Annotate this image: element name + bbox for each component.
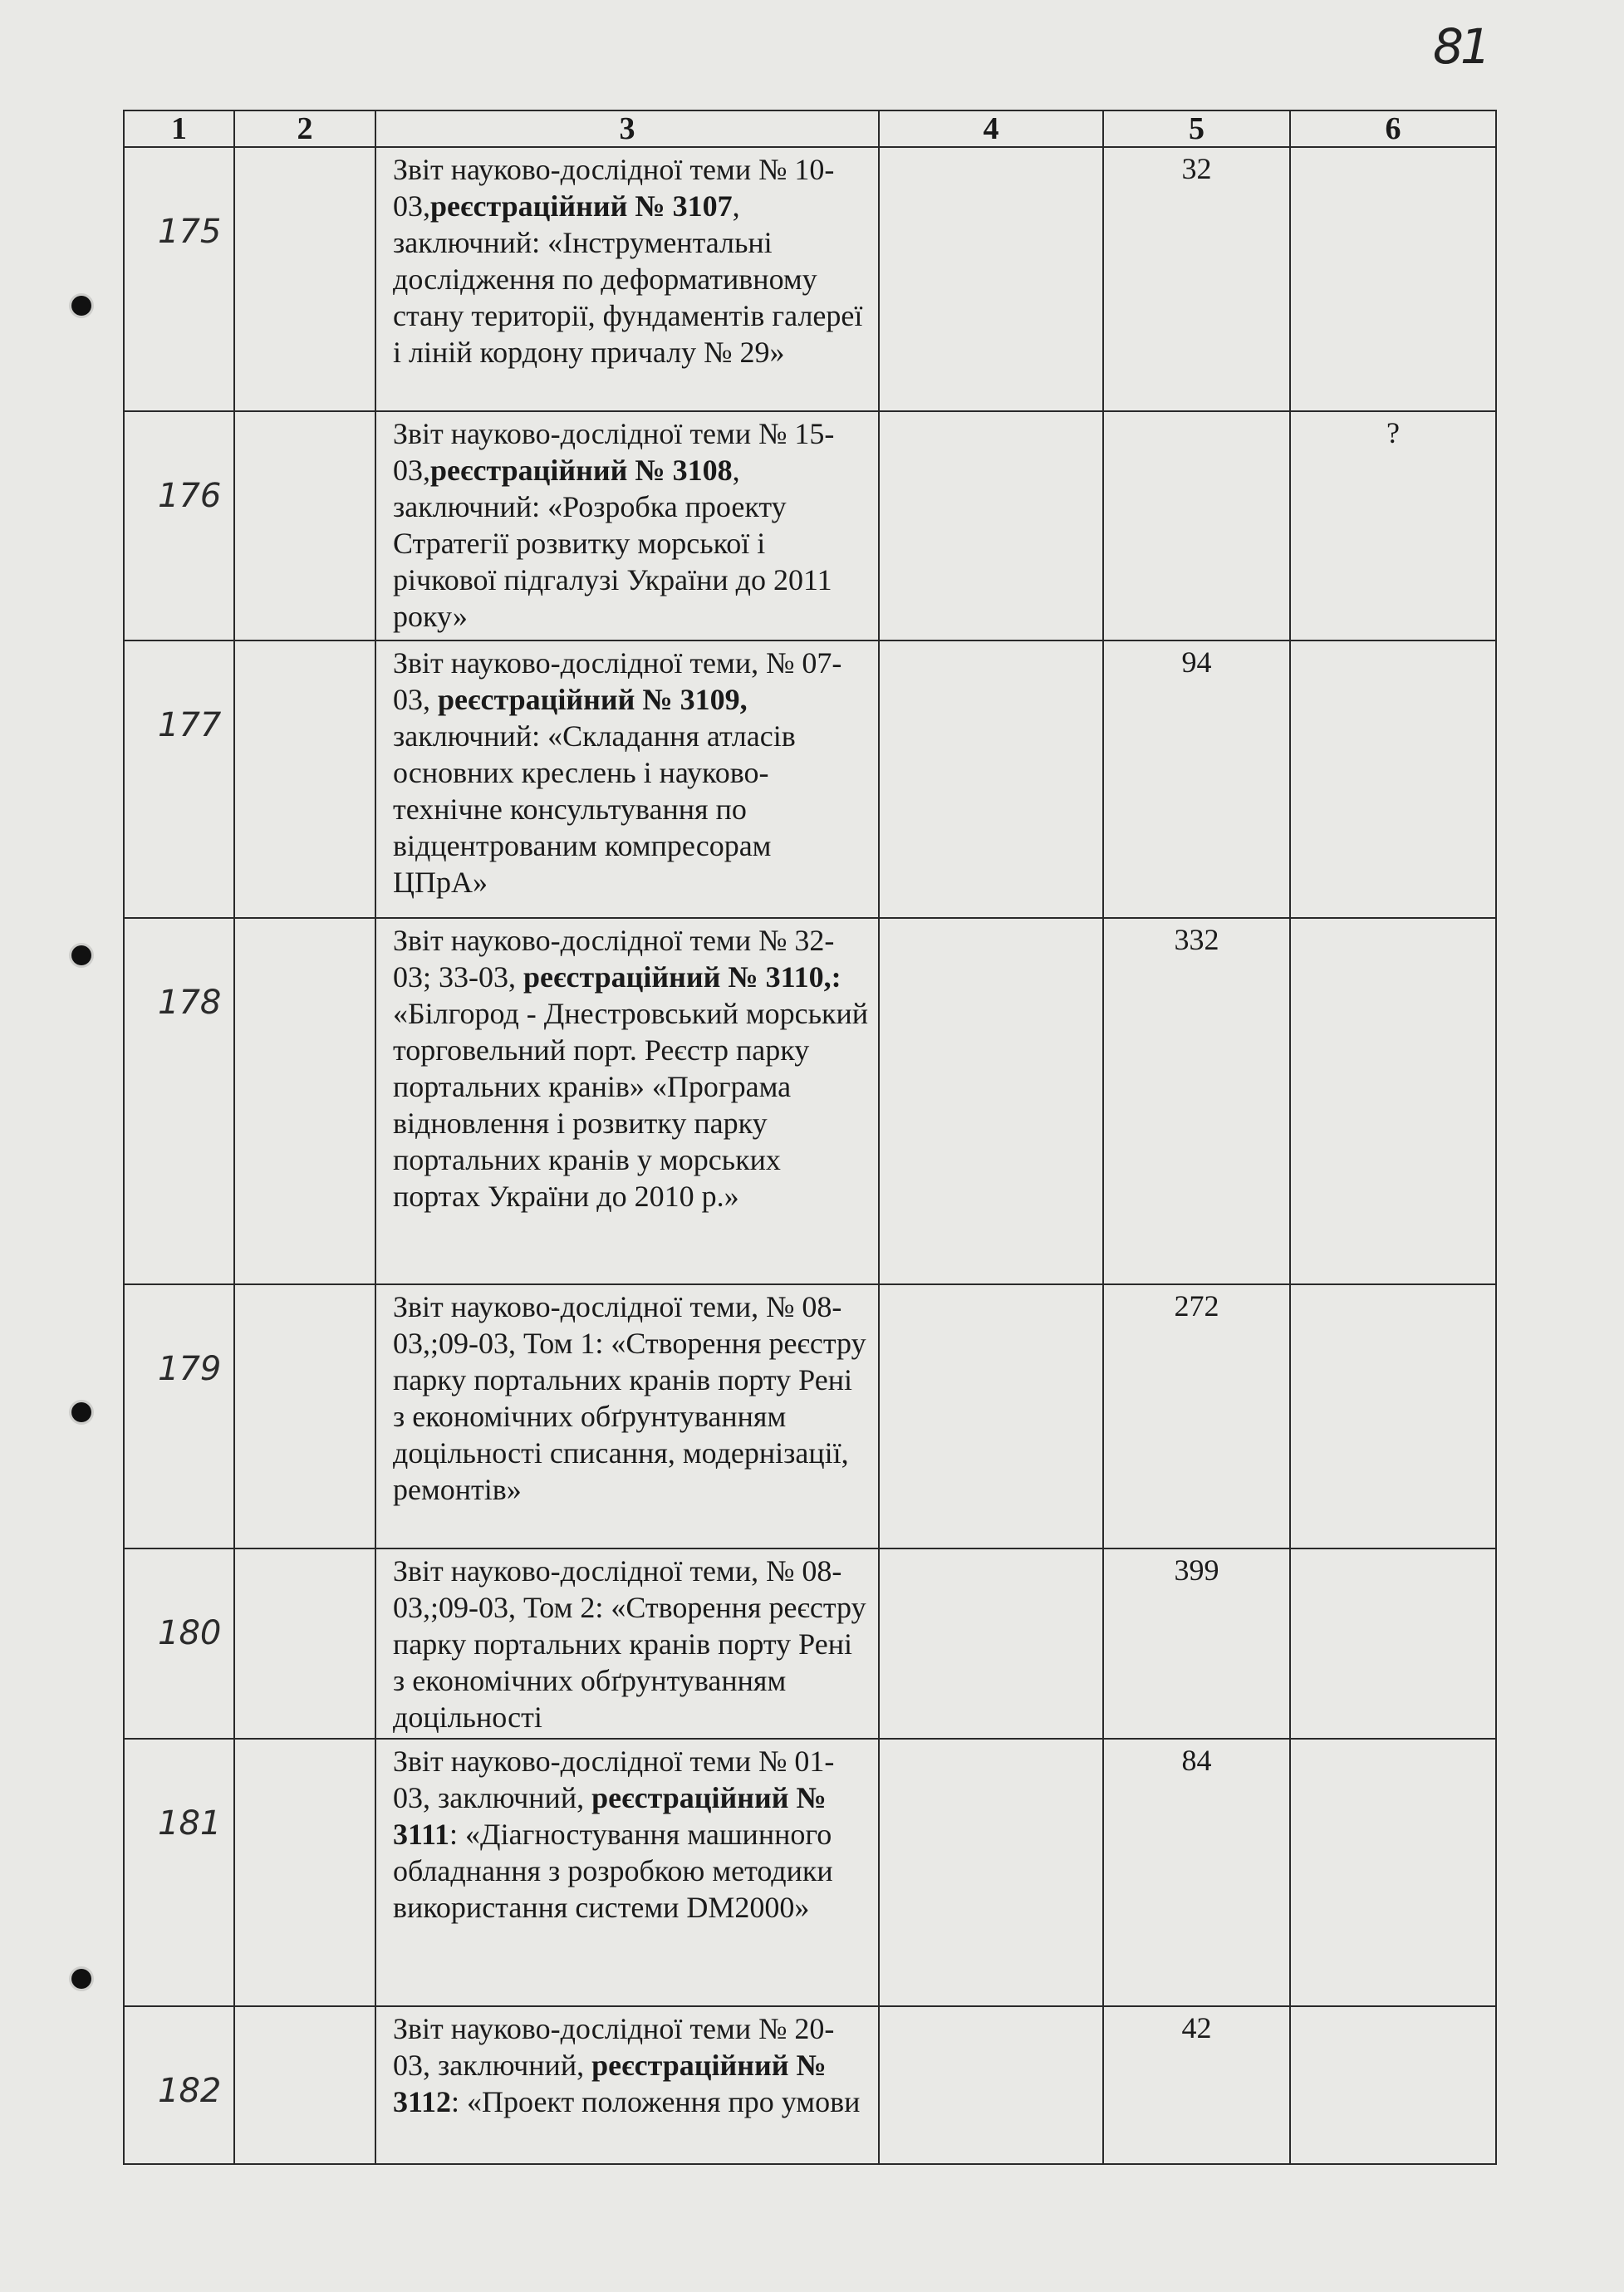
description-cell <box>375 147 879 411</box>
description-text: заключний: «Складання атласів основних креслень і науково-технічне консультування по відцентрованим компресорам ЦПрА» <box>393 719 796 899</box>
table-row <box>124 411 1496 640</box>
header-row <box>124 110 1496 147</box>
note-cell <box>1290 1739 1496 2006</box>
empty-cell <box>234 147 375 411</box>
table-row <box>124 1739 1496 2006</box>
description-cell <box>375 1739 879 2006</box>
row-number: 176 <box>124 411 234 640</box>
table-row <box>124 918 1496 1284</box>
note-cell <box>1290 1548 1496 1739</box>
table-row <box>124 147 1496 411</box>
column-header: 2 <box>234 110 375 147</box>
registration-number: реєстраційний № 3108 <box>430 454 733 487</box>
row-number: 179 <box>124 1284 234 1548</box>
description-text: Звіт науково-дослідної теми № 15-03, <box>393 417 835 487</box>
description-text: Звіт науково-дослідної теми, № 07-03, <box>393 646 842 716</box>
description-text: : «Проект положення про умови <box>451 2085 861 2118</box>
column-header: 6 <box>1290 110 1496 147</box>
description-text: Звіт науково-дослідної теми № 20-03, заключний, <box>393 2012 835 2082</box>
page-count: 32 <box>1103 147 1290 411</box>
registration-number: реєстраційний № 3111 <box>393 1781 827 1851</box>
column-header: 4 <box>879 110 1103 147</box>
description-text: : «Діагностування машинного обладнання з розробкою методики використання системи DM2000» <box>393 1818 833 1924</box>
page-count: 272 <box>1103 1284 1290 1548</box>
table-row <box>124 1548 1496 1739</box>
note-cell: ? <box>1290 411 1496 640</box>
note-cell <box>1290 147 1496 411</box>
row-number: 178 <box>124 918 234 1284</box>
page-count: 94 <box>1103 640 1290 918</box>
column-header: 1 <box>124 110 234 147</box>
register-table <box>123 110 1497 2165</box>
empty-cell <box>879 411 1103 640</box>
empty-cell <box>234 918 375 1284</box>
binder-hole <box>71 1402 91 1422</box>
registration-number: реєстраційний № 3110,: <box>523 960 841 994</box>
empty-cell <box>234 2006 375 2164</box>
description-text: Звіт науково-дослідної теми, № 08-03,;09-03, Том 1: «Створення реєстру парку портальних кранів порту Рені з економічних обґрунтуванням доцільності списання, модернізації, ремонтів» <box>393 1290 866 1506</box>
registration-number: реєстраційний № 3107 <box>430 189 733 223</box>
row-number: 177 <box>124 640 234 918</box>
column-header: 5 <box>1103 110 1290 147</box>
description-text: , заключний: «Розробка проекту Стратегії розвитку морської і річкової підгалузі України до 2011 року» <box>393 454 832 633</box>
description-text: «Білгород - Днестровський морський торговельний порт. Реєстр парку портальних кранів» «Програма відновлення і розвитку парку портальних кранів у морських портах України до 2010 р.» <box>393 997 869 1213</box>
description-cell <box>375 918 879 1284</box>
row-number: 181 <box>124 1739 234 2006</box>
registration-number: реєстраційний № 3112 <box>393 2049 827 2118</box>
page-count: 84 <box>1103 1739 1290 2006</box>
note-cell <box>1290 1284 1496 1548</box>
binder-hole <box>71 945 91 965</box>
page-count: 332 <box>1103 918 1290 1284</box>
page-count <box>1103 411 1290 640</box>
row-number: 175 <box>124 147 234 411</box>
empty-cell <box>879 1548 1103 1739</box>
description-text: , заключний: «Інструментальні дослідження по деформативному стану території, фундаментів галереї і ліній кордону причалу № 29» <box>393 189 863 369</box>
table-row <box>124 2006 1496 2164</box>
description-cell <box>375 1284 879 1548</box>
description-text: Звіт науково-дослідної теми № 32-03; 33-03, <box>393 924 835 994</box>
empty-cell <box>234 1548 375 1739</box>
empty-cell <box>879 1739 1103 2006</box>
page-count: 42 <box>1103 2006 1290 2164</box>
description-cell <box>375 411 879 640</box>
empty-cell <box>879 1284 1103 1548</box>
column-header: 3 <box>375 110 879 147</box>
description-text: Звіт науково-дослідної теми № 10-03, <box>393 153 835 223</box>
table-row <box>124 1284 1496 1548</box>
table-row <box>124 640 1496 918</box>
binder-hole <box>71 296 91 316</box>
description-text: Звіт науково-дослідної теми, № 08-03,;09-03, Том 2: «Створення реєстру парку портальних кранів порту Рені з економічних обґрунтуванням доцільності <box>393 1554 866 1734</box>
empty-cell <box>234 1284 375 1548</box>
description-cell <box>375 1548 879 1739</box>
empty-cell <box>234 640 375 918</box>
empty-cell <box>879 640 1103 918</box>
row-number: 182 <box>124 2006 234 2164</box>
description-cell <box>375 640 879 918</box>
empty-cell <box>879 918 1103 1284</box>
note-cell <box>1290 918 1496 1284</box>
description-text: Звіт науково-дослідної теми № 01-03, заключний, <box>393 1745 835 1814</box>
description-cell <box>375 2006 879 2164</box>
note-cell <box>1290 640 1496 918</box>
binder-hole <box>71 1969 91 1989</box>
empty-cell <box>234 1739 375 2006</box>
page-count: 399 <box>1103 1548 1290 1739</box>
page-number: 81 <box>1433 18 1488 75</box>
empty-cell <box>879 2006 1103 2164</box>
row-number: 180 <box>124 1548 234 1739</box>
note-cell <box>1290 2006 1496 2164</box>
empty-cell <box>234 411 375 640</box>
registration-number: реєстраційний № 3109, <box>438 683 748 716</box>
empty-cell <box>879 147 1103 411</box>
